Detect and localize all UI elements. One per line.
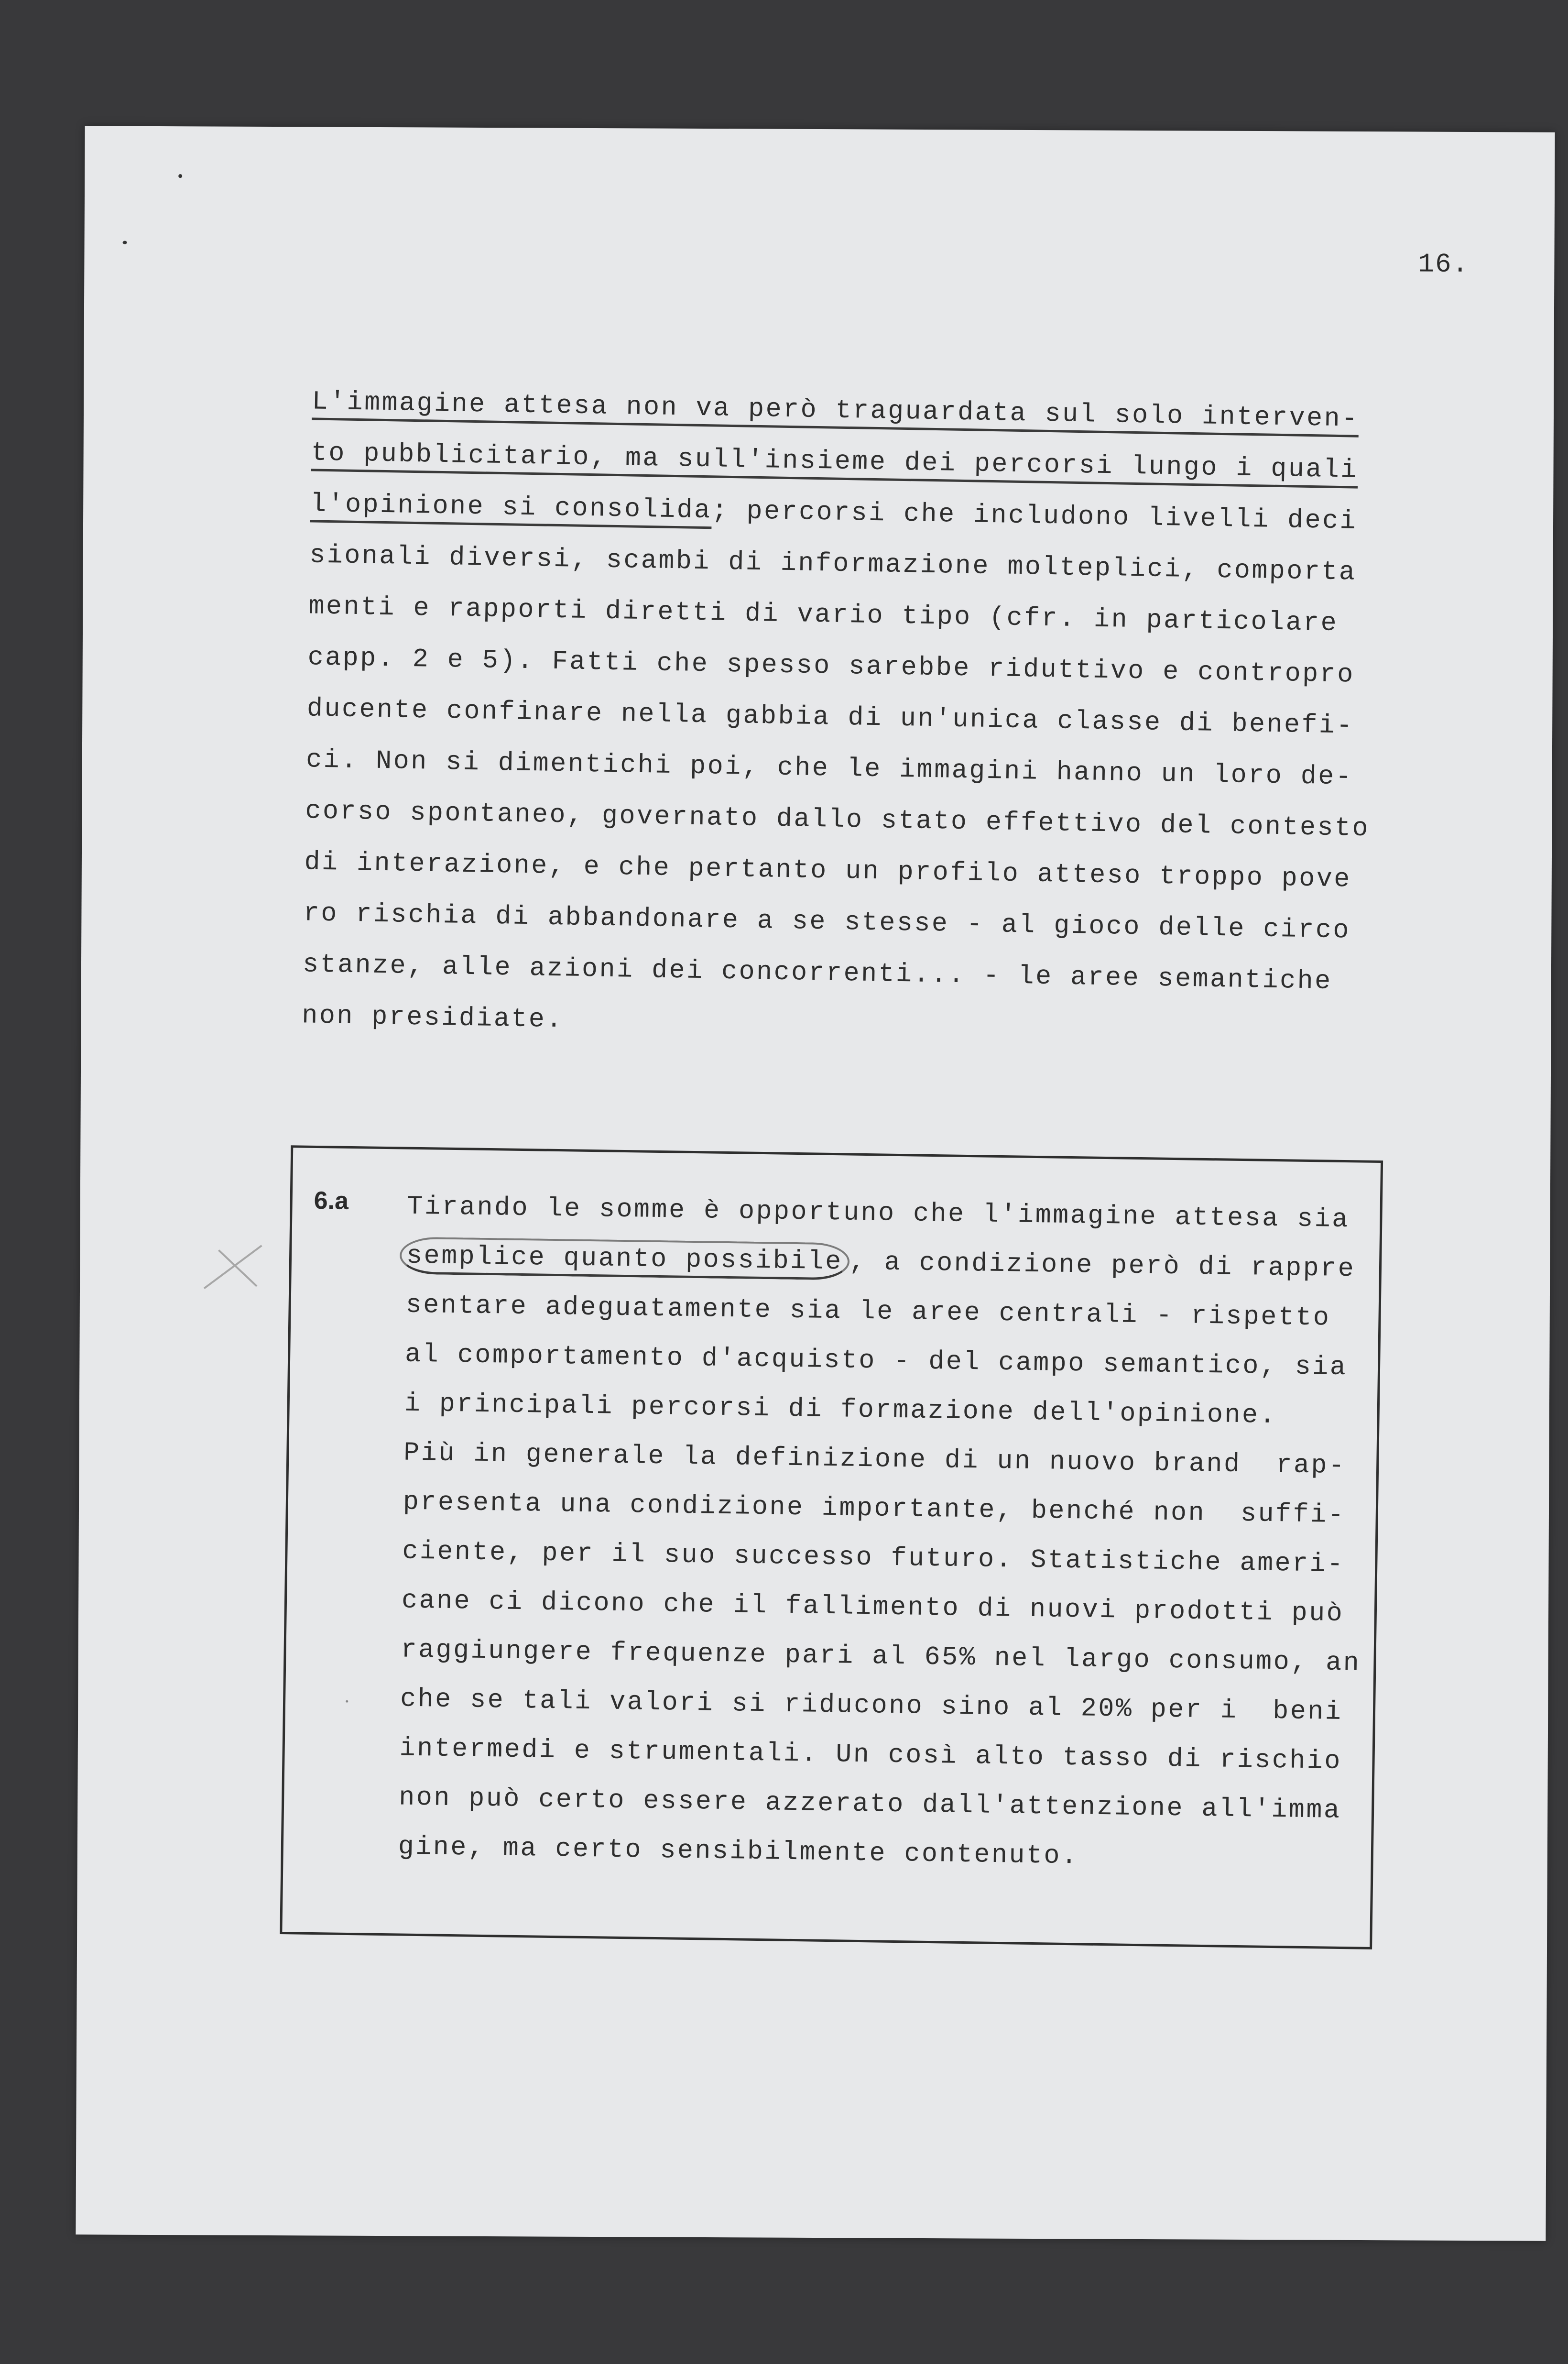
text-line: di interazione, e che pertanto un profilo atteso troppo pove (304, 847, 1352, 895)
text-segment: , a condizione però di rappre (849, 1247, 1356, 1284)
text-line: gine, ma certo sensibilmente contenuto. (398, 1831, 1079, 1872)
underlined-text: L'immagine attesa non va però traguardata sul solo interven- (312, 386, 1359, 437)
summary-box (280, 1145, 1383, 1949)
box-paragraph (398, 1188, 1363, 1891)
text-line: menti e rapporti diretti di vario tipo (cfr. in particolare (308, 591, 1339, 639)
text-line: i principali percorsi di formazione dell'opinione. (404, 1388, 1277, 1431)
text-line: ciente, per il suo successo futuro. Statistiche ameri- (402, 1536, 1345, 1580)
ink-speck (178, 174, 182, 178)
text-line: sionali diversi, scambi di informazione molteplici, comporta (309, 540, 1357, 588)
text-line: intermedi e strumentali. Un così alto tasso di rischio (399, 1733, 1342, 1777)
page-number: 16. (1418, 249, 1470, 280)
text-line: ducente confinare nella gabbia di un'unica classe di benefi- (306, 693, 1354, 741)
text-line: capp. 2 e 5). Fatti che spesso sarebbe riduttivo e contropro (307, 642, 1355, 690)
text-line: corso spontaneo, governato dallo stato effettivo del contesto (305, 796, 1370, 844)
text-line: raggiungere frequenze pari al 65% nel largo consumo, an (401, 1634, 1361, 1678)
text-line: ci. Non si dimentichi poi, che le immagini hanno un loro de- (305, 744, 1353, 792)
circled-underlined-text: semplice quanto possibile (400, 1237, 850, 1280)
text-line: che se tali valori si riducono sino al 20% per i beni (400, 1684, 1343, 1728)
text-line: al comportamento d'acquisto - del campo semantico, sia (404, 1339, 1348, 1383)
ink-speck (123, 241, 127, 244)
text-line: Tirando le somme è opportuno che l'immagine attesa sia (407, 1191, 1350, 1235)
text-line: ro rischia di abbandonare a se stesse - al gioco delle circo (303, 898, 1351, 946)
pencil-x-mark (199, 1240, 266, 1293)
underlined-text: l'opinione si consolida (310, 489, 712, 529)
text-line: non presidiate. (301, 1000, 564, 1035)
underlined-text: to pubblicitario, ma sull'insieme dei percorsi lungo i quali (311, 438, 1358, 488)
text-segment: ; percorsi che includono livelli deci (711, 495, 1358, 536)
text-line: sentare adeguatamente sia le aree centrali - rispetto (405, 1290, 1331, 1333)
text-line: cane ci dicono che il fallimento di nuovi prodotti può (401, 1585, 1344, 1629)
paper-sheet (76, 126, 1555, 2241)
body-paragraph (301, 383, 1412, 1066)
text-line: stanze, alle azioni dei concorrenti... - le aree semantiche (302, 949, 1333, 996)
text-line: presenta una condizione importante, benché non suffi- (403, 1487, 1346, 1531)
text-line: Più in generale la definizione di un nuovo brand rap- (403, 1437, 1346, 1481)
box-label: 6.a (314, 1186, 349, 1215)
text-line: non può certo essere azzerato dall'attenzione all'imma (398, 1782, 1341, 1826)
